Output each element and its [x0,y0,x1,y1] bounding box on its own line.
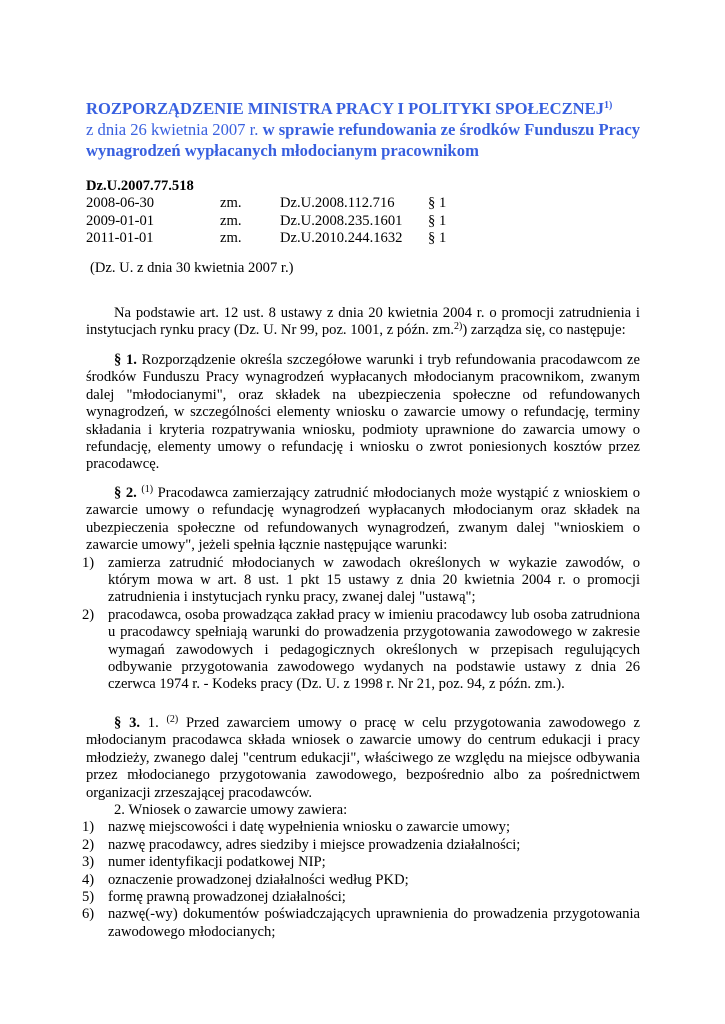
amendment-paragraph: § 1 [428,212,447,229]
section-2-label: § 2. [114,485,137,501]
list-item-number: 1) [82,554,95,571]
title-footnote-ref: 1) [604,100,613,111]
amendment-paragraph: § 1 [428,195,447,212]
list-item-text: numer identyfikacji podatkowej NIP; [108,854,326,871]
list-item-text: formę prawną prowadzonej działalności; [108,889,346,906]
list-item-number: 2) [82,606,95,623]
journal-code: Dz.U.2007.77.518 [86,178,194,194]
preamble-text-end: ) zarządza się, co następuje: [462,322,626,339]
list-item-text: nazwę miejscowości i datę wypełnienia wniosku o zawarcie umowy; [108,819,511,836]
list-item-number: 5) [82,889,95,906]
title-date: z dnia 26 kwietnia 2007 r. [86,120,259,139]
list-item-text: zamierza zatrudnić młodocianych w zawodach określonych w wykazie zawodów, o którym mowa w art. 8 ust. 1 pkt 15 ustawy z dnia 20 kwietnia 2004 r. o promocji zatrudnienia i instytucjach rynku pracy, zwanej dalej "ustawą"; [108,554,640,606]
section-3-text: Przed zawarciem umowy o pracę w celu przygotowania zawodowego z młodocianym pracodawca składa wniosek o zawarcie umowy do centrum edukacji i pracy młodzieży, zwanego dalej "centrum edukacji", właściwego ze względu na miejsce odbywania przez młodocianego przygotowania zawodowego, bezpośrednio albo za pośrednictwem organizacji zrzeszającej pracodawców. [86,715,640,801]
section-2 [82,484,640,694]
amendment-date: 2008-06-30 [86,195,155,212]
list-item-number: 1) [82,819,95,836]
list-item-text: oznaczenie prowadzonej działalności według PKD; [108,871,409,888]
amendment-paragraph: § 1 [428,230,447,247]
section-3 [82,714,640,941]
section-2-items [82,554,640,694]
section-3-items [82,819,640,941]
amendment-row [86,195,640,212]
amendments-list [86,195,640,247]
amendment-row [86,230,640,247]
section-2-intro [86,485,640,555]
section-2-amend-ref: (1) [141,484,154,495]
title-heading: ROZPORZĄDZENIE MINISTRA PRACY I POLITYKI SPOŁECZNEJ [86,99,605,118]
section-1-label: § 1. [114,352,137,368]
list-item-number: 4) [82,871,95,888]
amendment-row [86,213,640,230]
section-2-text: Pracodawca zamierzający zatrudnić młodocianych może wystąpić z wnioskiem o zawarcie umowy o refundację wynagrodzeń wypłacanych młodocianym oraz składek na ubezpieczenia społeczne od refundowanych wynagrodzeń, zwanym dalej "wnioskiem o zawarcie umowy", jeżeli spełnia łącznie następujące warunki: [86,485,640,554]
list-item-text: nazwę(-wy) dokumentów poświadczających uprawnienia do prowadzenia przygotowania zawodowego młodocianych; [108,906,640,940]
list-item [82,554,640,607]
amendment-date: 2009-01-01 [86,212,155,229]
list-item [82,871,640,889]
document-metadata [86,178,640,248]
section-3-number: 1. [140,715,167,731]
list-item [82,906,640,941]
preamble [86,305,640,340]
section-3-label: § 3. [114,715,141,731]
list-item [82,606,640,694]
section-3-amend-ref: (2) [166,714,179,725]
section-1 [86,352,640,474]
preamble-text: Na podstawie art. 12 ust. 8 ustawy z dnia 20 kwietnia 2004 r. o promocji zatrudnienia i instytucjach rynku pracy (Dz. U. Nr 99, poz. 1001, z późn. zm. [86,305,640,339]
list-item [82,854,640,871]
list-item-number: 6) [82,906,95,923]
amendment-type: zm. [220,212,242,229]
amendment-date: 2011-01-01 [86,230,154,247]
amendment-type: zm. [220,195,242,212]
publication-note: (Dz. U. z dnia 30 kwietnia 2007 r.) [90,260,294,276]
amendment-reference: Dz.U.2010.244.1632 [280,230,403,247]
preamble-footnote-ref: 2) [454,321,463,333]
list-item-number: 3) [82,854,95,871]
amendment-reference: Dz.U.2008.235.1601 [280,212,403,229]
list-item-text: pracodawca, osoba prowadząca zakład pracy w imieniu pracodawcy lub osoba zatrudniona u pracodawcy spełniają warunki do prowadzenia przygotowania zawodowego w zakresie wymagań zawodowych i pedagogicznych określonych w przepisach regulujących odbywanie przygotowania zawodowego wydanych na podstawie ustawy z dnia 26 czerwca 1974 r. - Kodeks pracy (Dz. U. z 1998 r. Nr 21, poz. 94, z późn. zm.). [108,606,640,693]
list-item [82,836,640,854]
amendment-type: zm. [220,230,242,247]
section-3-par-1 [86,715,640,802]
list-item [82,889,640,906]
document-title [86,98,640,161]
list-item-text: nazwę pracodawcy, adres siedziby i miejsce prowadzenia działalności; [108,836,521,853]
title-subject: w sprawie refundowania ze środków Funduszu Pracy wynagrodzeń wypłacanych młodocianym pracownikom [86,120,640,160]
list-item [82,819,640,836]
section-3-par-2: 2. Wniosek o zawarcie umowy zawiera: [114,802,348,819]
list-item-number: 2) [82,836,95,853]
section-1-text: Rozporządzenie określa szczegółowe warunki i tryb refundowania pracodawcom ze środków Funduszu Pracy wynagrodzeń wypłacanych młodocianym pracownikom, zwanym dalej "młodocianymi", oraz składek na ubezpieczenia społeczne od refundowanych wynagrodzeń, w szczególności elementy wniosku o zawarcie umowy o refundację, terminy składania i kryteria rozpatrywania wniosku, podmioty uprawnione do zawarcia umowy o refundację, elementy umowy o refundację i wniosku o zwrot poniesionych kosztów przez pracodawcę. [86,352,640,473]
amendment-reference: Dz.U.2008.112.716 [280,195,395,212]
